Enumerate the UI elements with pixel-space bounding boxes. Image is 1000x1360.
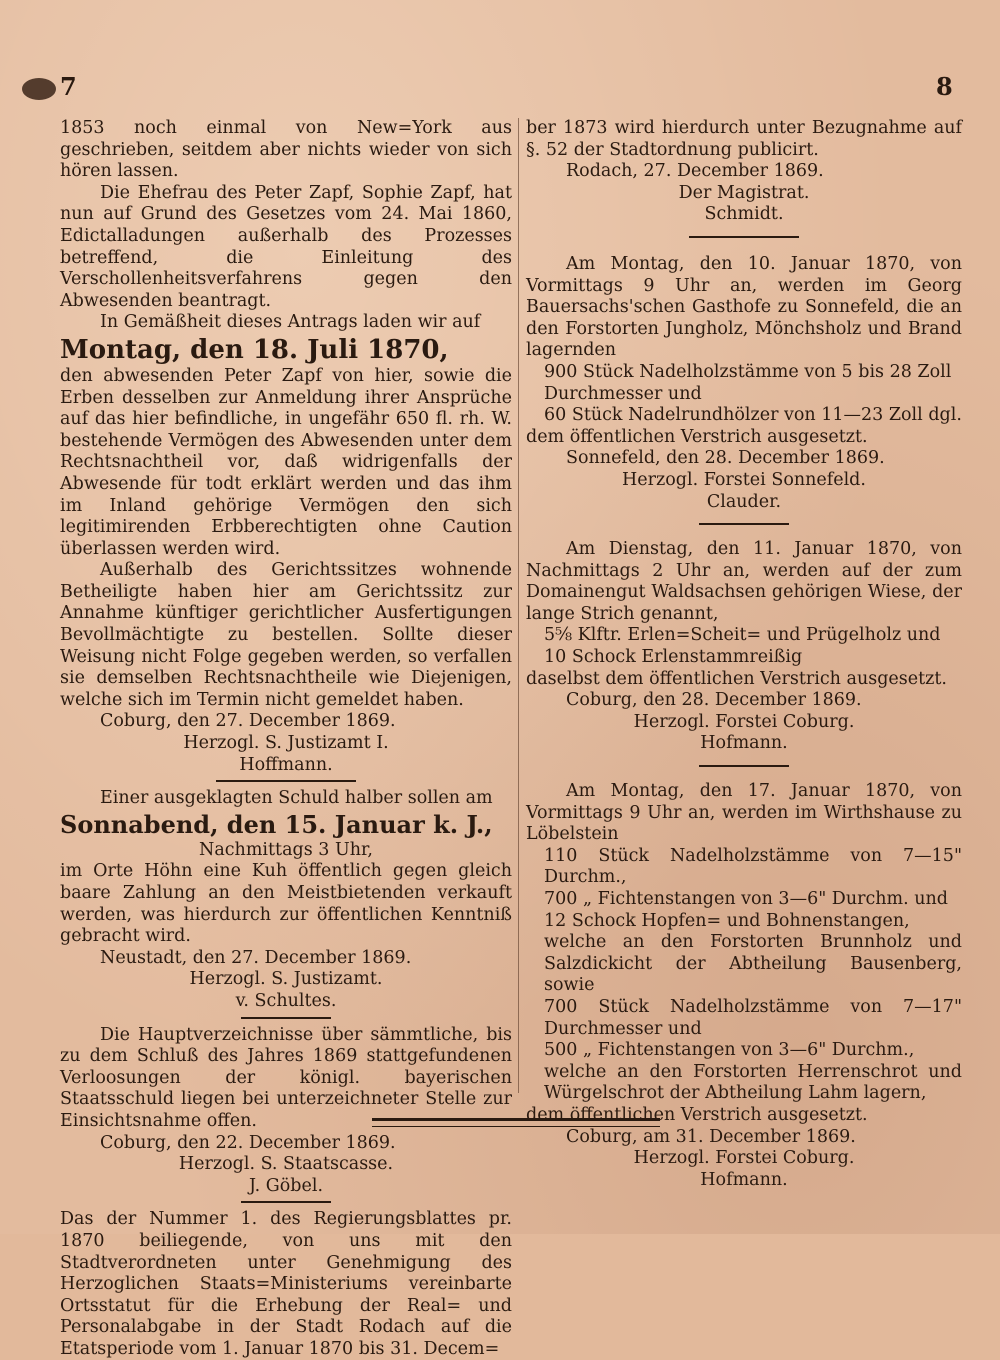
notice-text: Am Montag, den 10. Januar 1870, von Vormittags 9 Uhr an, werden im Georg Bauersachs'schen Gasthofe zu Sonnefeld, die an den Forstorten Jungholz, Mönchsholz und Brand lagernden (526, 253, 962, 361)
separator-rule (216, 780, 356, 782)
date-heading: Montag, den 18. Juli 1870, (60, 334, 449, 365)
list-item: Durchmesser und (544, 383, 702, 404)
authority: Der Magistrat. (678, 182, 810, 203)
notice-text: daselbst dem öffentlichen Verstrich ausgesetzt. (526, 668, 947, 689)
list-item: 10 Schock Erlenstammreißig (544, 647, 803, 668)
notice-text: im Orte Höhn eine Kuh öffentlich gegen gleich baare Zahlung an den Meistbietenden verkauft werden, was hierdurch zur öffentlichen Kenntniß gebracht wird. (60, 861, 512, 947)
separator-rule (689, 236, 799, 238)
list-item: 700 „ Fichtenstangen von 3—6" Durchm. und (544, 889, 949, 909)
notice-sonnefeld (526, 254, 962, 513)
bottom-double-rule (372, 1118, 660, 1121)
place-date: Sonnefeld, den 28. December 1869. (566, 448, 885, 469)
column-divider (518, 118, 519, 1093)
list-item: 5⅝ Klftr. Erlen=Scheit= und Prügelholz und (544, 625, 941, 646)
notice-text: Einer ausgeklagten Schuld halber sollen am (100, 788, 493, 809)
signature: v. Schultes. (235, 990, 337, 1011)
signature: Clauder. (706, 491, 782, 512)
notice-zapf (60, 118, 512, 776)
notice-waldsachsen (526, 539, 962, 755)
place-date: Coburg, den 27. December 1869. (100, 711, 396, 732)
notice-text: Das der Nummer 1. des Regierungsblattes pr. 1870 beiliegende, von uns mit den Stadtverordneten unter Genehmigung des Herzoglichen Staats=Ministeriums vereinbarte Ortsstatut für die Erhebung der Real= und Personalabgabe in der Stadt Rodach auf die Etatsperiode vom 1. Januar 1870 bis 31. Decem= (60, 1209, 512, 1359)
authority: Herzogl. S. Justizamt. (189, 969, 383, 990)
separator-rule (241, 1201, 331, 1203)
right-column (526, 118, 962, 1191)
page-number-right: 8 (936, 72, 953, 101)
time-line: Nachmittags 3 Uhr, (199, 839, 373, 860)
authority: Herzogl. S. Justizamt I. (183, 733, 389, 754)
notice-kuh (60, 788, 512, 1012)
list-item: welche an den Forstorten Brunnholz und Salzdickicht der Abtheilung Bausenberg, sowie (544, 932, 962, 996)
separator-rule (241, 1017, 331, 1019)
notice-text: Die Hauptverzeichnisse über sämmtliche, bis zu dem Schluß des Jahres 1869 stattgefundenen Verloosungen der königl. bayerischen Staatsschuld liegen bei unterzeichneter Stelle zur Einsichtsnahme offen. (60, 1024, 512, 1131)
list-item: welche an den Forstorten Herrenschrot und Würgelschrot der Abtheilung Lahm lagern, (544, 1061, 962, 1104)
date-heading: Sonnabend, den 15. Januar k. J., (60, 809, 493, 839)
notice-text: In Gemäßheit dieses Antrags laden wir auf (100, 312, 481, 333)
notice-text: den abwesenden Peter Zapf von hier, sowie die Erben desselben zur Anmeldung ihrer Ansprüche auf das hier befindliche, in ungefähr 650 fl. rh. W. bestehende Vermögen des Abwesenden unter dem Rechtsnachtheil vor, daß widrigenfalls der Abwesende für todt erklärt werden und das ihm im Inland gehörige Vermögen den sich legitimirenden Erbberechtigten ohne Caution überlassen werden wird. (60, 365, 512, 559)
notice-ortsstatut-continued (526, 118, 962, 226)
notice-loebelstein (526, 781, 962, 1191)
place-date: Coburg, den 22. December 1869. (100, 1132, 396, 1153)
authority: Herzogl. Forstei Coburg. (633, 1148, 855, 1169)
page-number-left: 7 (60, 72, 77, 101)
list-item: 110 Stück Nadelholzstämme von 7—15" Durchm., (544, 845, 962, 888)
notice-text: ber 1873 wird hierdurch unter Bezugnahme auf §. 52 der Stadtordnung publicirt. (526, 118, 962, 160)
left-column (60, 118, 512, 1360)
signature: Hoffmann. (239, 754, 333, 775)
list-item: 900 Stück Nadelholzstämme von 5 bis 28 Zoll (544, 361, 952, 382)
notice-text: dem öffentlichen Verstrich ausgesetzt. (526, 426, 868, 447)
list-item: 500 „ Fichtenstangen von 3—6" Durchm., (544, 1040, 915, 1061)
notice-text: Außerhalb des Gerichtssitzes wohnende Betheiligte haben hier am Gerichtssitz zur Annahme künftiger gerichtlicher Ausfertigungen Bevollmächtigte zu bestellen. Sollte dieser Weisung nicht Folge gegeben werden, so verfallen sie demselben Rechtsnachtheile wie Diejenigen, welche sich im Termin nicht gemeldet haben. (60, 560, 512, 710)
signature: Hofmann. (700, 1169, 788, 1190)
separator-rule (699, 765, 789, 767)
authority: Herzogl. Forstei Coburg. (633, 711, 855, 732)
signature: Schmidt. (704, 204, 784, 225)
notice-text: Am Montag, den 17. Januar 1870, von Vormittags 9 Uhr an, werden im Wirthshause zu Löbelstein (526, 781, 962, 845)
notice-ortsstatut (60, 1209, 512, 1360)
place-date: Neustadt, den 27. December 1869. (100, 947, 412, 968)
notice-staatsschuld (60, 1025, 512, 1198)
notice-text: 1853 noch einmal von New=York aus geschrieben, seitdem aber nichts wieder von sich hören lassen. (60, 118, 512, 182)
list-item: 60 Stück Nadelrundhölzer von 11—23 Zoll dgl. (544, 405, 962, 426)
authority: Herzogl. Forstei Sonnefeld. (622, 469, 866, 490)
notice-text: Die Ehefrau des Peter Zapf, Sophie Zapf, hat nun auf Grund des Gesetzes vom 24. Mai 1860, Edictalladungen außerhalb des Prozesses betreffend, die Einleitung des Verschollenheitsverfahrens gegen den Abwesenden beantragt. (60, 182, 512, 311)
place-date: Coburg, am 31. December 1869. (566, 1126, 856, 1147)
place-date: Coburg, den 28. December 1869. (566, 690, 862, 711)
bottom-double-rule (372, 1126, 660, 1127)
ink-blot (22, 78, 56, 100)
place-date: Rodach, 27. December 1869. (566, 161, 824, 182)
signature: J. Göbel. (248, 1175, 324, 1196)
notice-text: Am Dienstag, den 11. Januar 1870, von Nachmittags 2 Uhr an, werden auf der zum Domainengut Waldsachsen gehörigen Wiese, der lange Strich genannt, (526, 539, 962, 624)
notice-text: dem öffentlichen Verstrich ausgesetzt. (526, 1104, 868, 1125)
list-item: 12 Schock Hopfen= und Bohnenstangen, (544, 910, 910, 931)
signature: Hofmann. (700, 733, 788, 754)
authority: Herzogl. S. Staatscasse. (178, 1154, 394, 1175)
separator-rule (699, 523, 789, 525)
list-item: 700 Stück Nadelholzstämme von 7—17" Durchmesser und (544, 996, 962, 1039)
